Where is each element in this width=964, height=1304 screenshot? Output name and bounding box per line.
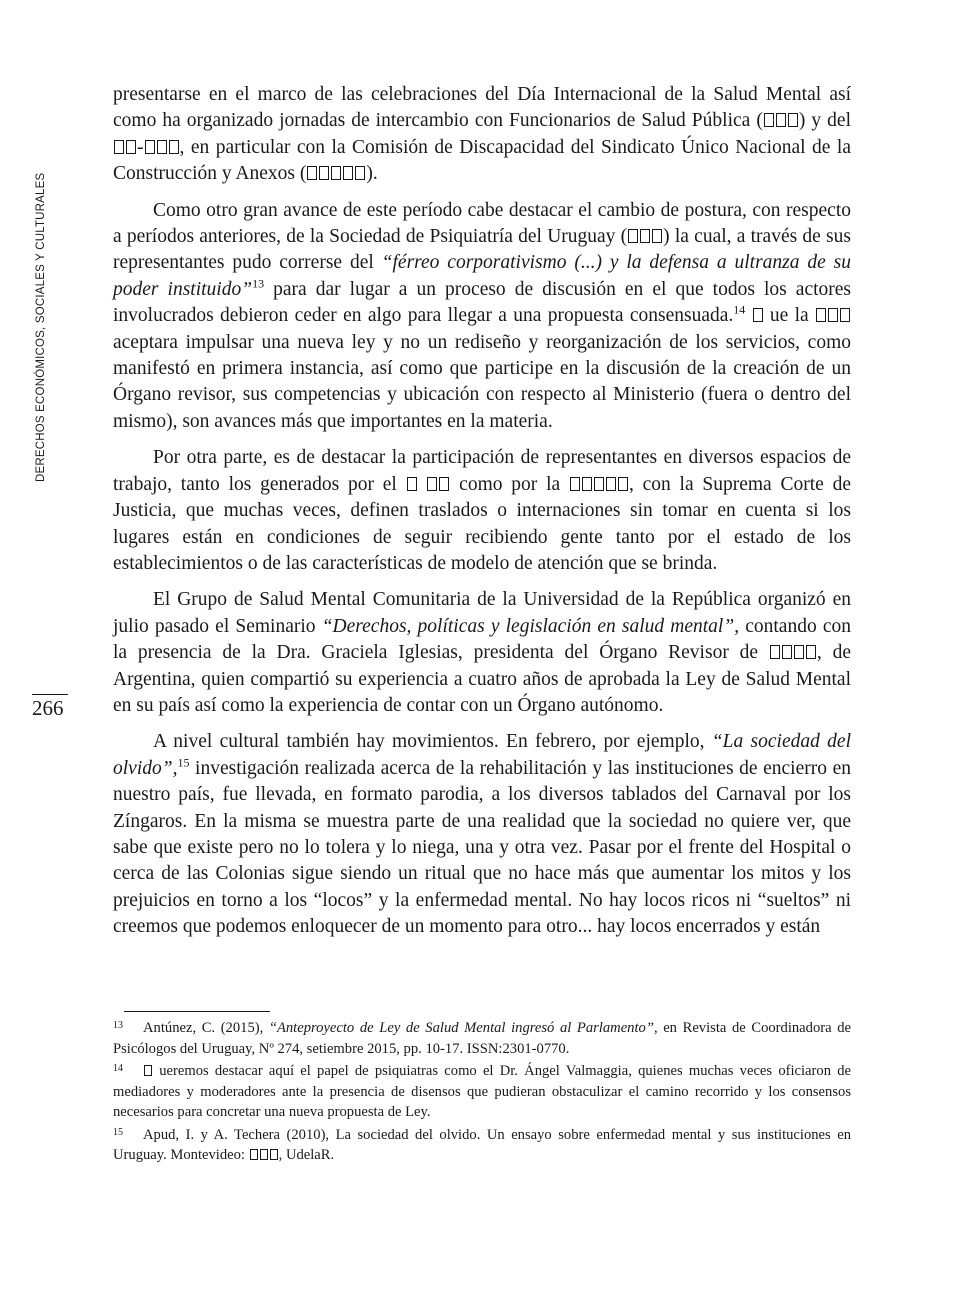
text-run: , UdelaR. [278,1147,335,1163]
missing-glyph-boxes [426,474,450,495]
missing-glyph-boxes [569,474,629,495]
italic-quote: “Anteproyecto de Ley de Salud Mental ingresó al Parlamento” [268,1020,654,1036]
text-run: , [172,757,178,779]
text-run: ueremos destacar aquí el papel de psiquiatras como el Dr. Ángel Valmaggia, quienes muchas veces oficiaron de mediadores y moderadores ante la presencia de disensos que pudieran obstaculizar el camino recorrido y los consensos necesarios para concretar una nueva propuesta de Ley. [113,1063,851,1120]
footnote-reference: 14 [733,302,746,317]
text-run: , en Revista de Coordinadora de Psicólogos del Uruguay, Nº 274, setiembre 2015, pp. 10-17. ISSN:2301-0770. [113,1020,851,1057]
footnote-number: 13 [113,1020,123,1031]
missing-glyph-boxes [769,642,817,663]
missing-glyph-boxes [249,1147,279,1163]
paragraph [113,82,851,188]
text-run: ). [366,163,378,185]
missing-glyph-boxes [143,1063,153,1079]
text-run: , con la Suprema Corte de Justicia, que muchas veces, definen traslados o internaciones sin tomar en cuenta si los lugares están en condiciones de seguir recibiendo gente tanto por el estado de los establecimientos o de las características de modelo de atención que se brinda. [113,473,852,574]
text-run: Por otra parte, es de destacar la participación de representantes en diversos espacios de trabajo, tanto los generados por el [113,447,851,495]
text-run: A nivel cultural también hay movimientos. En febrero, por ejemplo, [153,731,712,753]
missing-glyph-boxes [752,305,764,326]
text-run: aceptara impulsar una nueva ley y no un rediseño y reorganización de los servicios, como manifestó en primera instancia, así como que participe en la discusión de la creación de un Órgano revisor, sus competencias y ubicación con respecto al Ministerio (fuera o dentro del mismo), son avances más que importantes en la materia. [113,331,851,432]
italic-quote: “La sociedad del olvido” [113,731,851,779]
footnote [113,1123,851,1166]
text-run: Apud, I. y A. Techera (2010), La sociedad del olvido. Un ensayo sobre enfermedad mental y sus instituciones en Uruguay. Montevideo: [113,1126,851,1163]
text-run: - [137,136,144,158]
paragraph [113,587,851,719]
text-run: presentarse en el marco de las celebraciones del Día Internacional de la Salud Mental así como ha organizado jornadas de intercambio con Funcionarios de Salud Pública ( [113,84,851,132]
page-number: 266 [32,696,64,720]
page-number-rule [32,694,68,695]
footnote-separator [124,1011,270,1012]
text-run: El Grupo de Salud Mental Comunitaria de la Universidad de la República organizó en julio pasado el Seminario [113,589,851,637]
text-run: , contando con la presencia de la Dra. Graciela Iglesias, presidenta del Órgano Revisor de [113,615,851,664]
footnote-reference: 13 [252,276,265,291]
text-run: ue la [763,305,816,327]
missing-glyph-boxes [406,474,418,495]
paragraph [113,198,851,436]
text-run: , en particular con la Comisión de Discapacidad del Sindicato Único Nacional de la Construcción y Anexos ( [113,136,851,185]
missing-glyph-boxes [113,137,137,158]
text-run: como por la [450,473,569,495]
footnote [113,1016,851,1059]
missing-glyph-boxes [815,305,851,326]
missing-glyph-boxes [627,226,663,247]
footnote-number: 14 [113,1063,123,1074]
missing-glyph-boxes [763,110,799,131]
paragraph [113,445,851,577]
italic-quote: “férreo corporativismo (...) y la defensa a ultranza de su poder instituido” [113,252,851,300]
text-run: para dar lugar a un proceso de discusión en el que todos los actores involucrados debieron ceder en algo para llegar a una propuesta consensuada. [113,278,851,327]
body-text [113,82,851,951]
text-run: investigación realizada acerca de la rehabilitación y las instituciones de encierro en nuestro país, fue llevada, en formato parodia, a los diversos tablados del Carnaval por los Zíngaros. En la misma se muestra parte de una realidad que la sociedad no quiere ver, que sabe que existe pero no lo tolera y lo niega, una y otra vez. Pasar por el frente del Hospital o cerca de las Colonias sigue siendo un ritual que no hace más que aumentar los mitos y los prejuicios en torno a los “locos” y la enfermedad mental. No hay locos ricos ni “sueltos” ni creemos que podemos enloquecer de un momento para otro... hay locos encerrados y están [113,757,851,938]
missing-glyph-boxes [144,137,180,158]
text-run: , de Argentina, quien compartió su experiencia a cuatro años de aprobada la Ley de Salud Mental en su país así como la experiencia de contar con un Órgano autónomo. [113,642,852,716]
italic-quote: “Derechos, políticas y legislación en salud mental” [321,615,735,637]
running-title: DERECHOS ECONÓMICOS, SOCIALES Y CULTURALES [35,172,47,482]
footnotes [113,1016,851,1166]
text-run: ) y del [798,110,851,132]
missing-glyph-boxes [306,163,366,184]
footnote-reference: 15 [177,755,190,770]
text-run: ) la cual, a través de sus representantes pudo correrse del [113,226,851,274]
footnote-number: 15 [113,1126,123,1138]
text-run: Antúnez, C. (2015), [143,1020,269,1036]
footnote [113,1059,851,1123]
text-run [745,305,751,326]
paragraph [113,729,851,940]
text-run: Como otro gran avance de este período cabe destacar el cambio de postura, con respecto a períodos anteriores, de la Sociedad de Psiquiatría del Uruguay ( [113,199,851,248]
